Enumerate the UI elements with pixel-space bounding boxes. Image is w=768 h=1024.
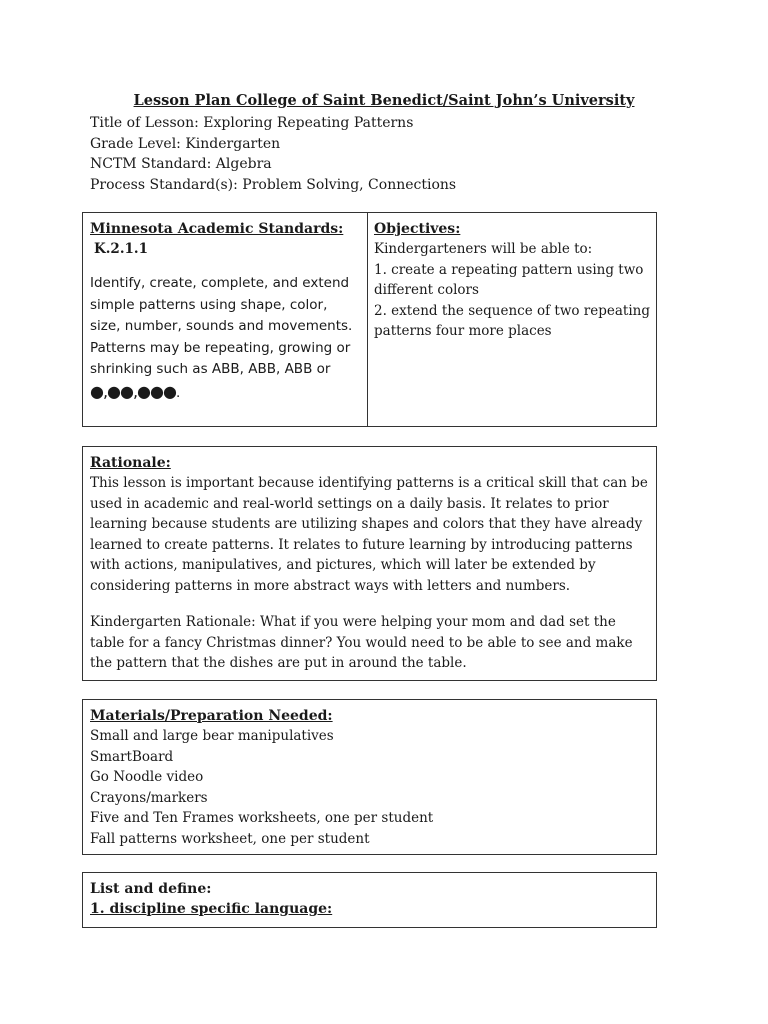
lesson-header [90,113,456,195]
dot-pattern: ●,●●,●●● [90,381,176,401]
nctm-standard: NCTM Standard: Algebra [90,156,272,172]
objectives-cell [368,213,656,426]
material-item: SmartBoard [90,748,174,765]
discipline-language-heading: 1. discipline specific language: [90,901,333,917]
material-item: Crayons/markers [90,789,208,806]
standards-cell [83,213,368,426]
kindergarten-rationale: Kindergarten Rationale: What if you were helping your mom and dad set the table for a fancy Christmas dinner? You would need to be able to see and make the pattern that the dishes are put in around the table. [90,614,633,671]
standards-objectives-table [82,212,657,427]
materials-heading: Materials/Preparation Needed: [90,708,333,724]
dot-pattern-end: . [175,384,181,401]
standard-code: K.2.1.1 [94,241,149,257]
objectives-heading: Objectives: [374,221,461,237]
objectives-intro: Kindergarteners will be able to: [374,241,593,257]
rationale-paragraph: This lesson is important because identifying patterns is a critical skill that can be used in academic and real-world settings on a daily basis. It relates to prior learning because students are utilizing shapes and colors that they have already learned to create patterns. It relates to future learning by introducing patterns with actions, manipulatives, and pictures, which will later be extended by considering patterns in more abstract ways with letters and numbers. [90,475,648,594]
standard-text: Identify, create, complete, and extend simple patterns using shape, color, size, number, sounds and movements. Patterns may be repeating, growing or shrinking such as ABB, ABB, ABB or [90,275,353,377]
page-title: Lesson Plan College of Saint Benedict/Saint John’s University [133,92,635,109]
material-item: Fall patterns worksheet, one per student [90,830,370,847]
material-item: Small and large bear manipulatives [90,728,334,744]
rationale-heading: Rationale: [90,455,171,471]
process-standards: Process Standard(s): Problem Solving, Connections [90,176,457,193]
list-define-heading: List and define: [90,881,212,897]
objective-item: 1. create a repeating pattern using two different colors [374,261,644,298]
material-item: Five and Ten Frames worksheets, one per student [90,810,434,826]
standard-description [90,273,360,404]
standards-heading: Minnesota Academic Standards: [90,221,344,237]
list-define-section [82,872,657,928]
lesson-title: Title of Lesson: Exploring Repeating Patterns [90,115,414,131]
materials-section [82,699,657,855]
objective-item: 2. extend the sequence of two repeating patterns four more places [374,302,651,339]
grade-level: Grade Level: Kindergarten [90,135,281,152]
rationale-section [82,446,657,681]
material-item: Go Noodle video [90,769,204,785]
